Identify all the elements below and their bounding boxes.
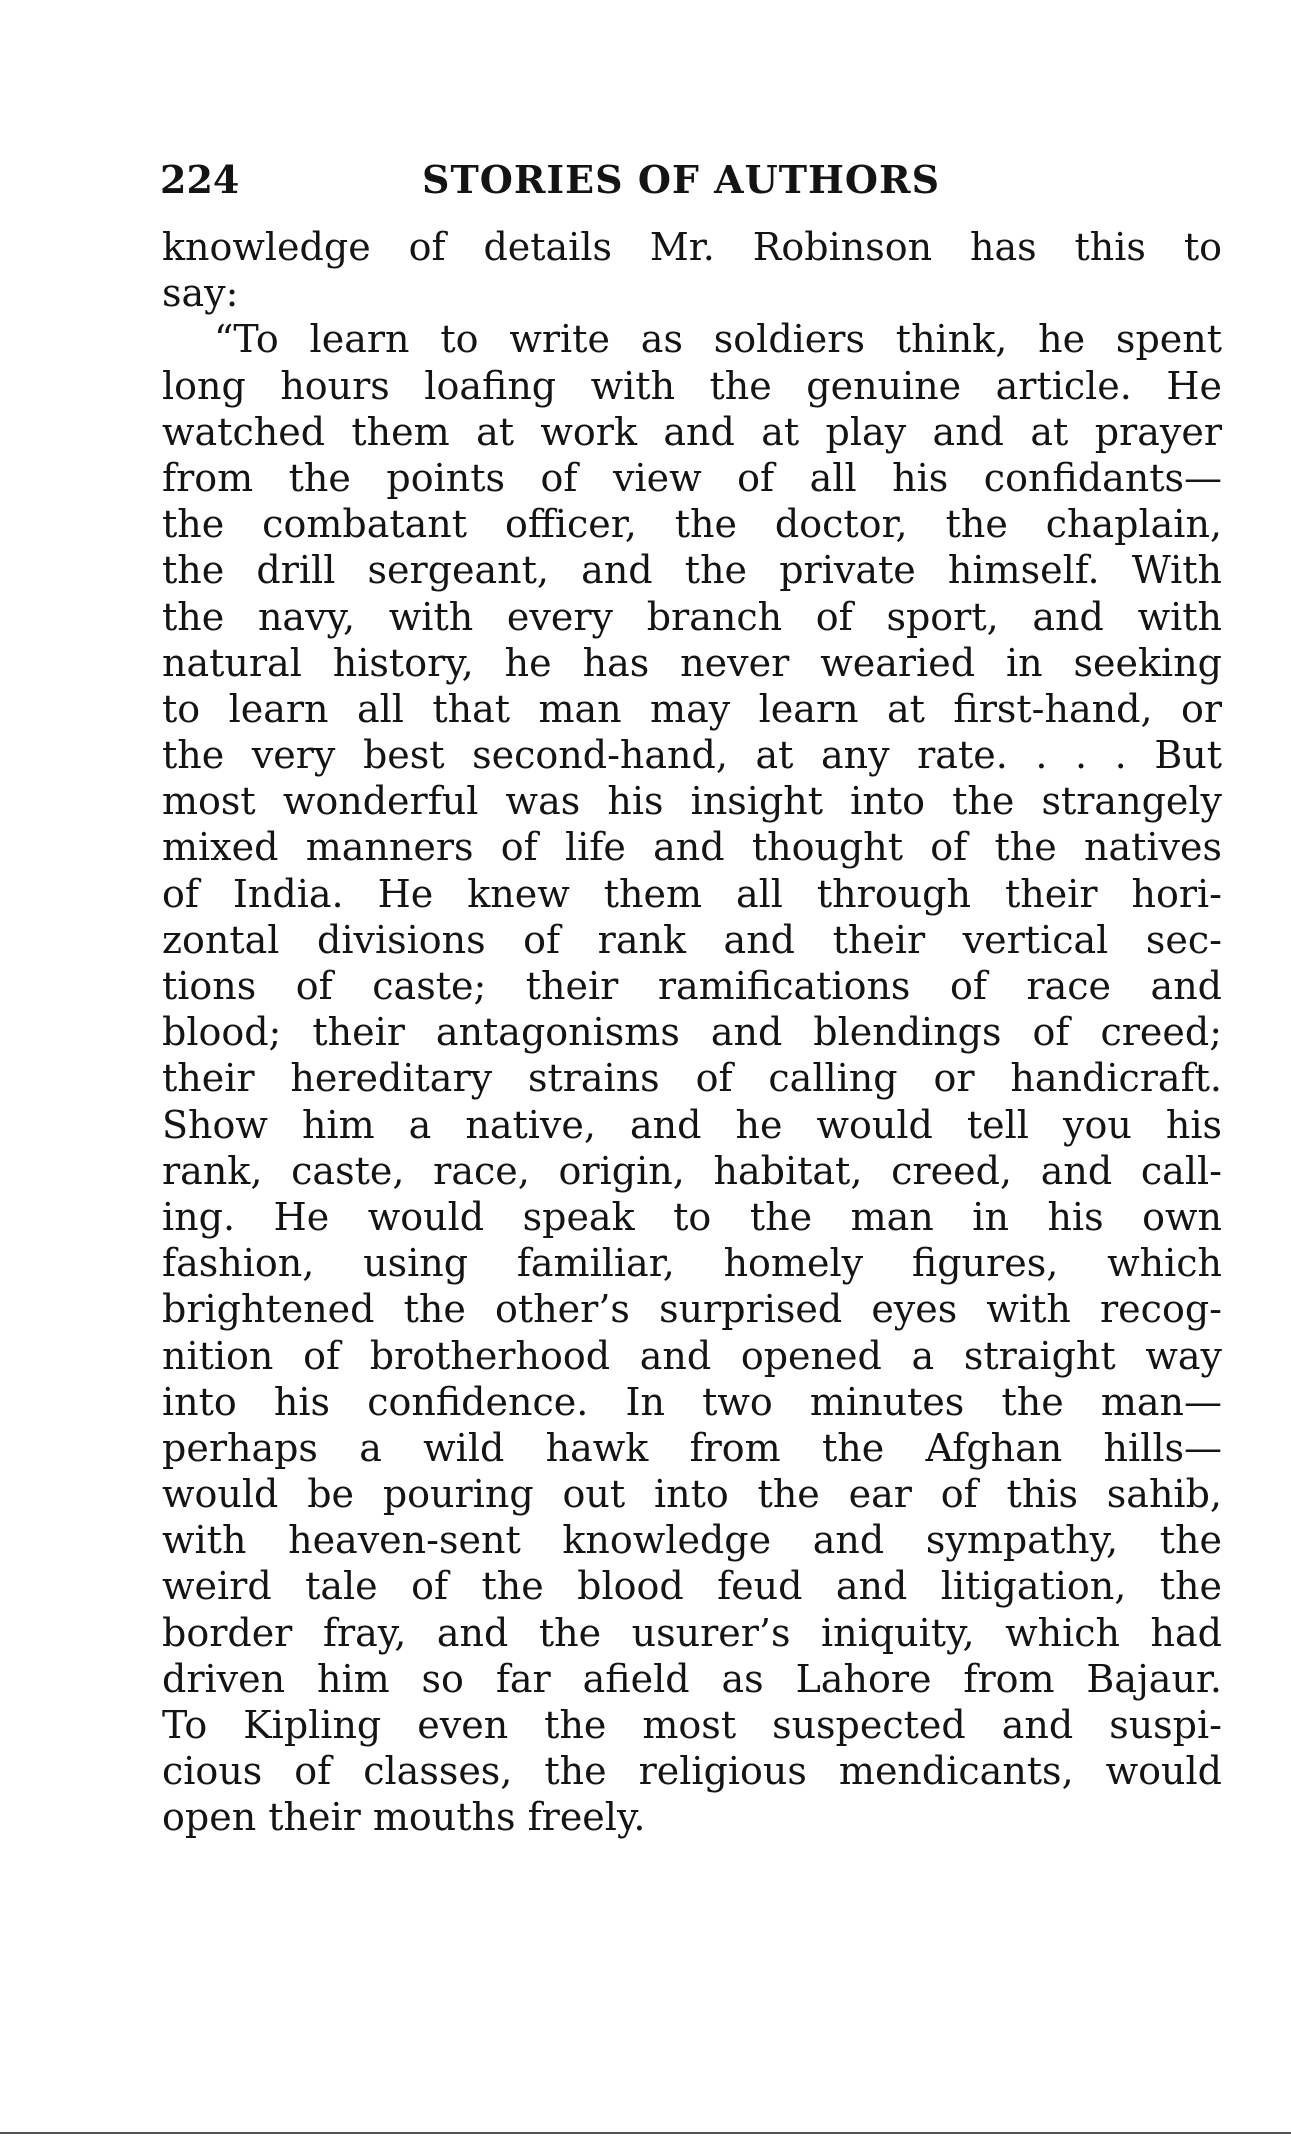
text-line: driven him so far afield as Lahore from Bajaur. (162, 1656, 1222, 1701)
text-line: To Kipling even the most suspected and suspi- (162, 1703, 1222, 1747)
text-line: mixed manners of life and thought of the natives (162, 825, 1222, 870)
text-line: “To learn to write as soldiers think, he spent (214, 317, 1222, 362)
text-line: of India. He knew them all through their hori- (162, 871, 1222, 916)
text-line: watched them at work and at play and at prayer (162, 409, 1222, 454)
text-line: would be pouring out into the ear of this sahib, (162, 1472, 1222, 1517)
text-line: long hours loafing with the genuine article. He (162, 363, 1222, 408)
text-line: their hereditary strains of calling or handicraft. (162, 1056, 1222, 1101)
text-line: to learn all that man may learn at first-hand, or (162, 686, 1222, 731)
text-line: weird tale of the blood feud and litigation, the (162, 1564, 1222, 1609)
text-line: brightened the other’s surprised eyes with recog- (162, 1287, 1222, 1332)
text-line: tions of caste; their ramifications of race and (162, 964, 1222, 1008)
text-line: most wonderful was his insight into the strangely (162, 779, 1222, 824)
text-line: border fray, and the usurer’s iniquity, which had (162, 1610, 1222, 1655)
text-line: the drill sergeant, and the private himself. With (162, 548, 1222, 593)
text-line: with heaven-sent knowledge and sympathy, the (162, 1518, 1222, 1563)
text-line: knowledge of details Mr. Robinson has this to (162, 225, 1222, 269)
text-line: nition of brotherhood and opened a straight way (162, 1333, 1222, 1378)
text-line: into his confidence. In two minutes the man— (162, 1379, 1222, 1424)
text-line: cious of classes, the religious mendicants, would (162, 1749, 1222, 1794)
text-line: perhaps a wild hawk from the Afghan hills— (162, 1425, 1222, 1470)
text-line: the navy, with every branch of sport, and with (162, 594, 1222, 639)
running-head (160, 150, 1220, 210)
text-line: say: (162, 271, 239, 316)
page-number: 224 (160, 157, 240, 202)
text-line: from the points of view of all his confidants— (162, 455, 1222, 500)
text-line: open their mouths freely. (162, 1795, 646, 1840)
text-line: ing. He would speak to the man in his own (162, 1194, 1222, 1239)
text-line: the combatant officer, the doctor, the chaplain, (162, 502, 1222, 547)
text-line: Show him a native, and he would tell you his (162, 1102, 1222, 1147)
text-line: rank, caste, race, origin, habitat, creed, and call- (162, 1148, 1222, 1193)
page-edge-rule (0, 2132, 1291, 2134)
running-title: STORIES OF AUTHORS (422, 157, 941, 202)
text-line: natural history, he has never wearied in seeking (162, 640, 1222, 685)
text-line: the very best second-hand, at any rate. . . . But (162, 733, 1222, 778)
text-line: blood; their antagonisms and blendings of creed; (162, 1010, 1222, 1055)
body-text (162, 224, 1222, 1841)
text-line: fashion, using familiar, homely figures, which (162, 1241, 1222, 1286)
text-line: zontal divisions of rank and their vertical sec- (162, 917, 1222, 962)
